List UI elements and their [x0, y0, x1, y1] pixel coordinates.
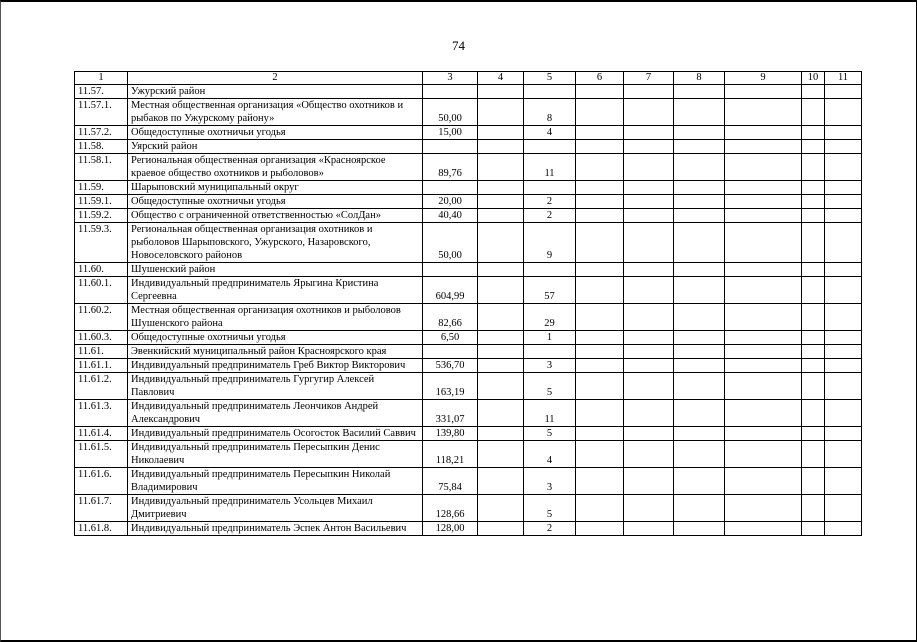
- empty-cell: [725, 277, 802, 304]
- row-number-cell: 11.60.2.: [75, 304, 128, 331]
- row-area-cell: 40,40: [423, 209, 478, 223]
- table-row: [75, 304, 862, 331]
- empty-cell: [674, 373, 725, 400]
- empty-cell: [802, 181, 825, 195]
- row-number-cell: 11.59.1.: [75, 195, 128, 209]
- empty-cell: [802, 277, 825, 304]
- row-area-cell: [423, 85, 478, 99]
- row-name-cell: Индивидуальный предприниматель Леончиков Андрей Александрович: [128, 400, 423, 427]
- row-count-cell: 9: [524, 223, 576, 263]
- empty-cell: [802, 359, 825, 373]
- row-name-cell: Индивидуальный предприниматель Осогосток Василий Саввич: [128, 427, 423, 441]
- empty-cell: [674, 263, 725, 277]
- column-header: 3: [423, 72, 478, 85]
- empty-cell: [624, 304, 674, 331]
- empty-cell: [674, 400, 725, 427]
- row-number-cell: 11.61.1.: [75, 359, 128, 373]
- table-row: [75, 140, 862, 154]
- empty-cell: [576, 140, 624, 154]
- empty-cell: [478, 181, 524, 195]
- empty-cell: [825, 400, 862, 427]
- empty-cell: [624, 400, 674, 427]
- row-number-cell: 11.60.: [75, 263, 128, 277]
- empty-cell: [576, 345, 624, 359]
- table-row: [75, 154, 862, 181]
- empty-cell: [674, 154, 725, 181]
- empty-cell: [802, 263, 825, 277]
- empty-cell: [825, 359, 862, 373]
- empty-cell: [825, 495, 862, 522]
- row-number-cell: 11.59.3.: [75, 223, 128, 263]
- empty-cell: [725, 400, 802, 427]
- empty-cell: [624, 223, 674, 263]
- empty-cell: [674, 277, 725, 304]
- empty-cell: [725, 154, 802, 181]
- empty-cell: [674, 223, 725, 263]
- row-area-cell: 536,70: [423, 359, 478, 373]
- row-count-cell: 5: [524, 427, 576, 441]
- empty-cell: [478, 304, 524, 331]
- empty-cell: [825, 181, 862, 195]
- table-row: [75, 331, 862, 345]
- row-number-cell: 11.61.3.: [75, 400, 128, 427]
- empty-cell: [802, 400, 825, 427]
- empty-cell: [576, 468, 624, 495]
- register-table: [74, 71, 862, 536]
- column-header: 9: [725, 72, 802, 85]
- empty-cell: [802, 99, 825, 126]
- empty-cell: [802, 468, 825, 495]
- empty-cell: [674, 441, 725, 468]
- table-row: [75, 441, 862, 468]
- empty-cell: [825, 304, 862, 331]
- empty-cell: [725, 359, 802, 373]
- empty-cell: [624, 181, 674, 195]
- empty-cell: [725, 209, 802, 223]
- table-row: [75, 373, 862, 400]
- page-number: 74: [452, 38, 465, 53]
- empty-cell: [725, 495, 802, 522]
- row-count-cell: 11: [524, 154, 576, 181]
- empty-cell: [674, 304, 725, 331]
- row-number-cell: 11.61.5.: [75, 441, 128, 468]
- empty-cell: [624, 441, 674, 468]
- row-number-cell: 11.60.3.: [75, 331, 128, 345]
- empty-cell: [802, 345, 825, 359]
- row-name-cell: Индивидуальный предприниматель Гургугир Алексей Павлович: [128, 373, 423, 400]
- empty-cell: [478, 400, 524, 427]
- empty-cell: [478, 345, 524, 359]
- row-count-cell: 8: [524, 99, 576, 126]
- column-header: 7: [624, 72, 674, 85]
- empty-cell: [674, 181, 725, 195]
- empty-cell: [624, 359, 674, 373]
- empty-cell: [478, 85, 524, 99]
- table-row: [75, 468, 862, 495]
- table-row: [75, 277, 862, 304]
- empty-cell: [825, 195, 862, 209]
- empty-cell: [674, 345, 725, 359]
- table-row: [75, 427, 862, 441]
- empty-cell: [674, 468, 725, 495]
- empty-cell: [825, 126, 862, 140]
- empty-cell: [802, 522, 825, 536]
- row-area-cell: 163,19: [423, 373, 478, 400]
- row-name-cell: Региональная общественная организация «Красноярское краевое общество охотников и рыболовов»: [128, 154, 423, 181]
- row-area-cell: 331,07: [423, 400, 478, 427]
- row-count-cell: [524, 140, 576, 154]
- row-name-cell: Общество с ограниченной ответственностью «СолДан»: [128, 209, 423, 223]
- empty-cell: [725, 85, 802, 99]
- row-area-cell: 15,00: [423, 126, 478, 140]
- row-area-cell: 82,66: [423, 304, 478, 331]
- row-name-cell: Региональная общественная организация охотников и рыболовов Шарыповского, Ужурского, Назаровского, Новоселовского районов: [128, 223, 423, 263]
- empty-cell: [725, 181, 802, 195]
- empty-cell: [576, 209, 624, 223]
- row-number-cell: 11.57.: [75, 85, 128, 99]
- column-header: 2: [128, 72, 423, 85]
- empty-cell: [576, 441, 624, 468]
- empty-cell: [825, 345, 862, 359]
- empty-cell: [802, 441, 825, 468]
- row-name-cell: Общедоступные охотничьи угодья: [128, 126, 423, 140]
- empty-cell: [624, 126, 674, 140]
- row-count-cell: 2: [524, 195, 576, 209]
- row-area-cell: 139,80: [423, 427, 478, 441]
- column-header: 6: [576, 72, 624, 85]
- empty-cell: [725, 427, 802, 441]
- row-number-cell: 11.61.: [75, 345, 128, 359]
- empty-cell: [674, 331, 725, 345]
- table-row: [75, 495, 862, 522]
- row-count-cell: 5: [524, 495, 576, 522]
- empty-cell: [674, 85, 725, 99]
- row-area-cell: 50,00: [423, 223, 478, 263]
- row-count-cell: [524, 263, 576, 277]
- table-row: [75, 195, 862, 209]
- table-row: [75, 522, 862, 536]
- empty-cell: [825, 427, 862, 441]
- row-area-cell: 89,76: [423, 154, 478, 181]
- empty-cell: [624, 468, 674, 495]
- empty-cell: [825, 154, 862, 181]
- row-area-cell: [423, 181, 478, 195]
- empty-cell: [478, 209, 524, 223]
- row-name-cell: Общедоступные охотничьи угодья: [128, 195, 423, 209]
- table-row: [75, 345, 862, 359]
- empty-cell: [802, 85, 825, 99]
- empty-cell: [478, 359, 524, 373]
- row-area-cell: [423, 140, 478, 154]
- empty-cell: [624, 495, 674, 522]
- empty-cell: [725, 345, 802, 359]
- empty-cell: [478, 263, 524, 277]
- empty-cell: [802, 427, 825, 441]
- row-area-cell: 604,99: [423, 277, 478, 304]
- empty-cell: [624, 99, 674, 126]
- table-row: [75, 85, 862, 99]
- empty-cell: [576, 181, 624, 195]
- empty-cell: [725, 99, 802, 126]
- row-name-cell: Местная общественная организация «Общество охотников и рыбаков по Ужурскому району»: [128, 99, 423, 126]
- table-body: [75, 72, 862, 536]
- empty-cell: [802, 223, 825, 263]
- empty-cell: [802, 126, 825, 140]
- row-count-cell: 2: [524, 209, 576, 223]
- empty-cell: [674, 209, 725, 223]
- empty-cell: [825, 99, 862, 126]
- empty-cell: [825, 223, 862, 263]
- empty-cell: [576, 304, 624, 331]
- row-name-cell: Эвенкийский муниципальный район Красноярского края: [128, 345, 423, 359]
- table-row: [75, 263, 862, 277]
- empty-cell: [802, 154, 825, 181]
- empty-cell: [825, 209, 862, 223]
- empty-cell: [725, 331, 802, 345]
- empty-cell: [624, 331, 674, 345]
- empty-cell: [725, 441, 802, 468]
- row-name-cell: Индивидуальный предприниматель Пересыпкин Николай Владимирович: [128, 468, 423, 495]
- empty-cell: [478, 140, 524, 154]
- empty-cell: [624, 345, 674, 359]
- empty-cell: [802, 195, 825, 209]
- table-row: [75, 99, 862, 126]
- empty-cell: [725, 126, 802, 140]
- empty-cell: [478, 468, 524, 495]
- empty-cell: [825, 85, 862, 99]
- empty-cell: [825, 522, 862, 536]
- table-header-row: [75, 72, 862, 85]
- row-name-cell: Индивидуальный предприниматель Пересыпкин Денис Николаевич: [128, 441, 423, 468]
- row-name-cell: Индивидуальный предприниматель Эспек Антон Васильевич: [128, 522, 423, 536]
- row-number-cell: 11.61.7.: [75, 495, 128, 522]
- empty-cell: [802, 331, 825, 345]
- empty-cell: [478, 441, 524, 468]
- empty-cell: [576, 277, 624, 304]
- empty-cell: [725, 373, 802, 400]
- empty-cell: [478, 373, 524, 400]
- empty-cell: [624, 427, 674, 441]
- empty-cell: [825, 468, 862, 495]
- empty-cell: [725, 468, 802, 495]
- row-name-cell: Ужурский район: [128, 85, 423, 99]
- empty-cell: [825, 373, 862, 400]
- empty-cell: [674, 140, 725, 154]
- table-row: [75, 223, 862, 263]
- empty-cell: [674, 495, 725, 522]
- row-number-cell: 11.61.2.: [75, 373, 128, 400]
- empty-cell: [576, 400, 624, 427]
- empty-cell: [576, 154, 624, 181]
- empty-cell: [478, 495, 524, 522]
- empty-cell: [478, 522, 524, 536]
- empty-cell: [576, 331, 624, 345]
- table-row: [75, 181, 862, 195]
- empty-cell: [624, 154, 674, 181]
- row-count-cell: 4: [524, 441, 576, 468]
- row-number-cell: 11.61.4.: [75, 427, 128, 441]
- empty-cell: [624, 277, 674, 304]
- empty-cell: [725, 304, 802, 331]
- row-area-cell: 128,00: [423, 522, 478, 536]
- empty-cell: [725, 223, 802, 263]
- empty-cell: [478, 126, 524, 140]
- empty-cell: [478, 223, 524, 263]
- row-count-cell: 2: [524, 522, 576, 536]
- empty-cell: [624, 522, 674, 536]
- empty-cell: [624, 373, 674, 400]
- row-name-cell: Общедоступные охотничьи угодья: [128, 331, 423, 345]
- empty-cell: [478, 195, 524, 209]
- row-name-cell: Шушенский район: [128, 263, 423, 277]
- row-count-cell: 57: [524, 277, 576, 304]
- row-count-cell: 1: [524, 331, 576, 345]
- empty-cell: [576, 427, 624, 441]
- row-number-cell: 11.57.1.: [75, 99, 128, 126]
- row-number-cell: 11.59.2.: [75, 209, 128, 223]
- row-area-cell: 50,00: [423, 99, 478, 126]
- empty-cell: [725, 263, 802, 277]
- empty-cell: [674, 195, 725, 209]
- empty-cell: [576, 373, 624, 400]
- empty-cell: [576, 359, 624, 373]
- row-number-cell: 11.61.6.: [75, 468, 128, 495]
- empty-cell: [802, 304, 825, 331]
- empty-cell: [478, 427, 524, 441]
- row-area-cell: [423, 263, 478, 277]
- row-area-cell: 118,21: [423, 441, 478, 468]
- column-header: 4: [478, 72, 524, 85]
- table-row: [75, 209, 862, 223]
- row-area-cell: 20,00: [423, 195, 478, 209]
- table-row: [75, 359, 862, 373]
- column-header: 10: [802, 72, 825, 85]
- empty-cell: [576, 495, 624, 522]
- row-count-cell: [524, 345, 576, 359]
- row-count-cell: 29: [524, 304, 576, 331]
- row-number-cell: 11.57.2.: [75, 126, 128, 140]
- row-number-cell: 11.59.: [75, 181, 128, 195]
- empty-cell: [802, 495, 825, 522]
- row-number-cell: 11.60.1.: [75, 277, 128, 304]
- empty-cell: [576, 223, 624, 263]
- empty-cell: [825, 441, 862, 468]
- empty-cell: [576, 263, 624, 277]
- row-count-cell: 4: [524, 126, 576, 140]
- empty-cell: [725, 140, 802, 154]
- row-area-cell: 6,50: [423, 331, 478, 345]
- column-header: 8: [674, 72, 725, 85]
- row-number-cell: 11.61.8.: [75, 522, 128, 536]
- empty-cell: [825, 263, 862, 277]
- empty-cell: [624, 263, 674, 277]
- table-row: [75, 126, 862, 140]
- row-number-cell: 11.58.1.: [75, 154, 128, 181]
- row-number-cell: 11.58.: [75, 140, 128, 154]
- empty-cell: [825, 277, 862, 304]
- empty-cell: [576, 126, 624, 140]
- empty-cell: [802, 140, 825, 154]
- empty-cell: [674, 427, 725, 441]
- column-header: 11: [825, 72, 862, 85]
- empty-cell: [674, 522, 725, 536]
- row-count-cell: 3: [524, 468, 576, 495]
- column-header: 5: [524, 72, 576, 85]
- row-name-cell: Индивидуальный предприниматель Ярыгина Кристина Сергеевна: [128, 277, 423, 304]
- empty-cell: [725, 522, 802, 536]
- column-header: 1: [75, 72, 128, 85]
- row-count-cell: [524, 181, 576, 195]
- empty-cell: [802, 209, 825, 223]
- row-count-cell: 11: [524, 400, 576, 427]
- empty-cell: [624, 85, 674, 99]
- empty-cell: [674, 126, 725, 140]
- empty-cell: [825, 331, 862, 345]
- empty-cell: [825, 140, 862, 154]
- empty-cell: [478, 99, 524, 126]
- row-area-cell: 128,66: [423, 495, 478, 522]
- row-name-cell: Шарыповский муниципальный округ: [128, 181, 423, 195]
- empty-cell: [624, 209, 674, 223]
- row-area-cell: [423, 345, 478, 359]
- empty-cell: [478, 331, 524, 345]
- empty-cell: [725, 195, 802, 209]
- empty-cell: [802, 373, 825, 400]
- row-count-cell: 5: [524, 373, 576, 400]
- row-area-cell: 75,84: [423, 468, 478, 495]
- empty-cell: [624, 140, 674, 154]
- row-count-cell: [524, 85, 576, 99]
- empty-cell: [674, 359, 725, 373]
- row-name-cell: Уярский район: [128, 140, 423, 154]
- empty-cell: [478, 154, 524, 181]
- empty-cell: [576, 99, 624, 126]
- empty-cell: [624, 195, 674, 209]
- row-count-cell: 3: [524, 359, 576, 373]
- row-name-cell: Индивидуальный предприниматель Греб Виктор Викторович: [128, 359, 423, 373]
- table-row: [75, 400, 862, 427]
- empty-cell: [576, 85, 624, 99]
- row-name-cell: Индивидуальный предприниматель Усольцев Михаил Дмитриевич: [128, 495, 423, 522]
- empty-cell: [576, 195, 624, 209]
- empty-cell: [478, 277, 524, 304]
- empty-cell: [674, 99, 725, 126]
- row-name-cell: Местная общественная организация охотников и рыболовов Шушенского района: [128, 304, 423, 331]
- empty-cell: [576, 522, 624, 536]
